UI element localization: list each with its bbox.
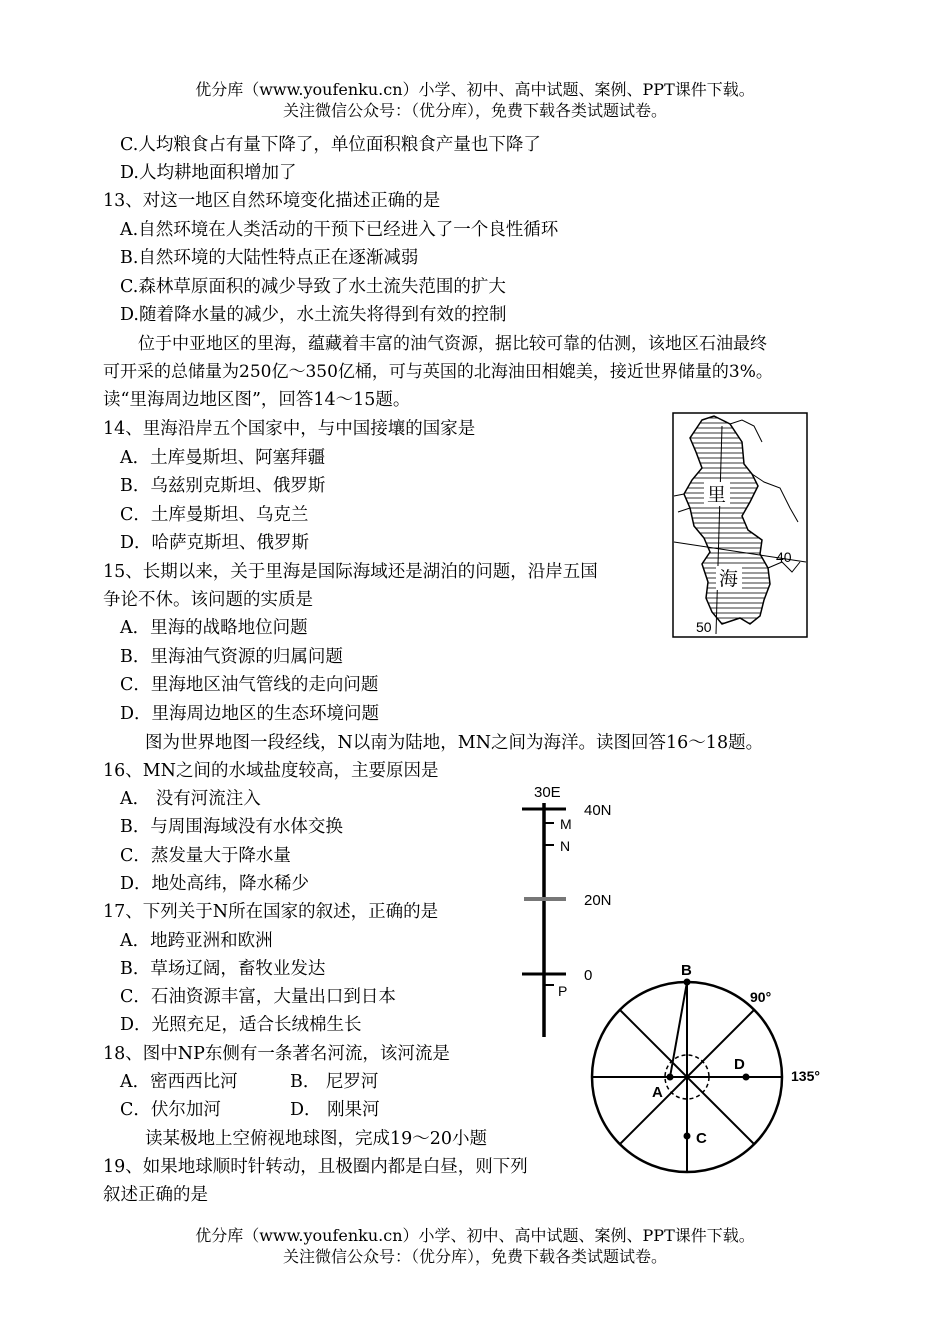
- q15-option-d: D．里海周边地区的生态环境问题: [120, 704, 380, 724]
- meridian-passage: 图为世界地图一段经线，N以南为陆地，MN之间为海洋。读图回答16～18题。: [145, 733, 764, 753]
- header-line-2: 关注微信公众号：（优分库），免费下载各类试题试卷。: [282, 101, 667, 120]
- caspian-lat-40: 40: [776, 549, 792, 565]
- caspian-passage-line-1: 位于中亚地区的里海，蕴藏着丰富的油气资源，据比较可靠的估测，该地区石油最终: [138, 334, 767, 354]
- q18-option-d: D． 刚果河: [290, 1100, 380, 1120]
- q16-option-c: C．蒸发量大于降水量: [120, 846, 291, 866]
- q17-option-c: C．石油资源丰富，大量出口到日本: [120, 987, 396, 1007]
- polar-point-a: A: [652, 1084, 663, 1101]
- meridian-lon-label: 30E: [534, 784, 561, 801]
- meridian-lat-40n: 40N: [584, 802, 612, 819]
- meridian-point-n: N: [560, 838, 571, 854]
- q16-option-b: B．与周围海域没有水体交换: [120, 817, 343, 837]
- q13-option-b: B.自然环境的大陆性特点正在逐渐减弱: [120, 248, 419, 268]
- polar-point-c: C: [696, 1130, 707, 1147]
- meridian-point-p: P: [558, 983, 568, 999]
- caspian-lon-50: 50: [696, 619, 712, 635]
- q13-option-a: A.自然环境在人类活动的干预下已经进入了一个良性循环: [120, 220, 559, 240]
- polar-point-d: D: [734, 1056, 745, 1073]
- q17-option-d: D．光照充足，适合长绒棉生长: [120, 1015, 362, 1035]
- q19-stem-1: 19、如果地球顺时针转动，且极圈内都是白昼，则下列: [103, 1157, 528, 1177]
- q16-option-a: A． 没有河流注入: [120, 789, 261, 809]
- q18-option-a: A．密西西比河: [120, 1072, 238, 1092]
- meridian-lat-20n: 20N: [584, 892, 612, 909]
- q14-stem: 14、里海沿岸五个国家中，与中国接壤的国家是: [103, 419, 476, 439]
- q15-option-c: C．里海地区油气管线的走向问题: [120, 675, 379, 695]
- q13-option-d: D.随着降水量的减少，水土流失将得到有效的控制: [120, 305, 507, 325]
- q12-option-c: C.人均粮食占有量下降了，单位面积粮食产量也下降了: [120, 135, 541, 155]
- q17-option-b: B．草场辽阔，畜牧业发达: [120, 959, 326, 979]
- q18-option-b: B． 尼罗河: [290, 1072, 379, 1092]
- caspian-passage-line-2: 可开采的总储量为250亿～350亿桶，可与英国的北海油田相媲美，接近世界储量的3%。: [103, 362, 773, 382]
- q14-option-c: C．土库曼斯坦、乌克兰: [120, 505, 309, 525]
- q15-option-a: A．里海的战略地位问题: [120, 618, 308, 638]
- caspian-label-hai: 海: [719, 569, 739, 590]
- footer-line-2: 关注微信公众号：（优分库），免费下载各类试题试卷。: [282, 1247, 667, 1266]
- caspian-passage-line-3: 读“里海周边地区图”，回答14～15题。: [103, 390, 411, 410]
- q13-option-c: C.森林草原面积的减少导致了水土流失范围的扩大: [120, 277, 506, 297]
- q17-option-a: A．地跨亚洲和欧洲: [120, 931, 273, 951]
- q15-stem-2: 争论不休。该问题的实质是: [103, 590, 313, 610]
- caspian-sea-map: [672, 412, 810, 644]
- q18-stem: 18、图中NP东侧有一条著名河流，该河流是: [103, 1044, 450, 1064]
- q12-option-d: D.人均耕地面积增加了: [120, 163, 297, 183]
- q16-stem: 16、MN之间的水域盐度较高，主要原因是: [103, 761, 439, 781]
- footer-line-1: 优分库（www.youfenku.cn）小学、初中、高中试题、案例、PPT课件下载。: [195, 1226, 755, 1245]
- meridian-point-m: M: [560, 816, 572, 832]
- q15-stem-1: 15、长期以来，关于里海是国际海域还是湖泊的问题，沿岸五国: [103, 562, 598, 582]
- q13-stem: 13、对这一地区自然环境变化描述正确的是: [103, 191, 441, 211]
- q17-stem: 17、下列关于N所在国家的叙述，正确的是: [103, 902, 439, 922]
- polar-passage: 读某极地上空俯视地球图，完成19～20小题: [145, 1129, 488, 1149]
- q18-option-c: C．伏尔加河: [120, 1100, 221, 1120]
- caspian-label-li: 里: [707, 485, 727, 506]
- polar-label-135: 135°: [791, 1068, 820, 1084]
- polar-view-diagram: [590, 962, 830, 1196]
- q14-option-a: A．土库曼斯坦、阿塞拜疆: [120, 448, 326, 468]
- q14-option-d: D．哈萨克斯坦、俄罗斯: [120, 533, 310, 553]
- header-line-1: 优分库（www.youfenku.cn）小学、初中、高中试题、案例、PPT课件下载。: [195, 80, 755, 99]
- meridian-lat-0: 0: [584, 967, 593, 984]
- q14-option-b: B．乌兹别克斯坦、俄罗斯: [120, 476, 326, 496]
- q15-option-b: B．里海油气资源的归属问题: [120, 647, 343, 667]
- q19-stem-2: 叙述正确的是: [103, 1185, 208, 1205]
- polar-label-90: 90°: [750, 989, 772, 1005]
- q16-option-d: D．地处高纬，降水稀少: [120, 874, 310, 894]
- polar-point-b: B: [681, 962, 692, 979]
